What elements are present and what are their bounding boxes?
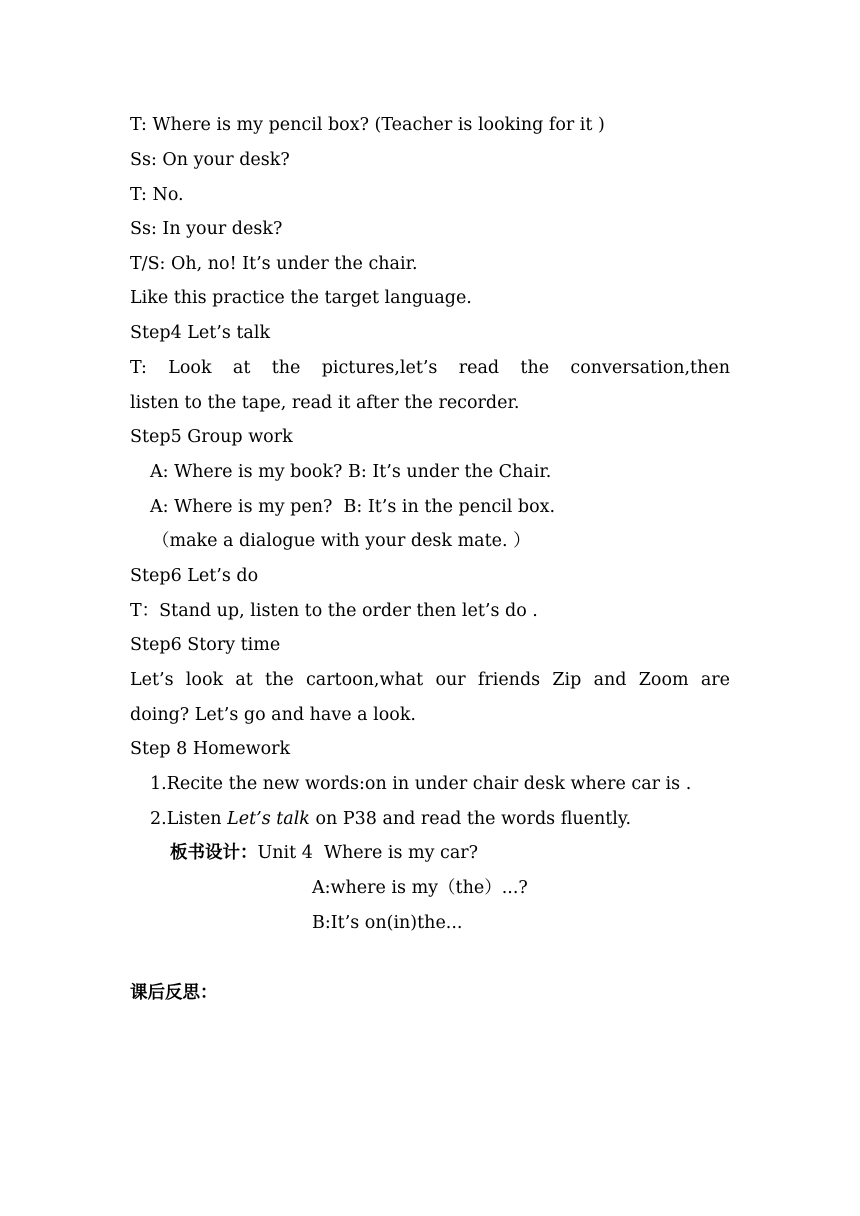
story-time-line-1: Let’s look at the cartoon,what our friends Zip and Zoom are (130, 670, 730, 690)
board-design-title: Unit 4 Where is my car? (257, 843, 479, 863)
step4-heading: Step4 Let’s talk (130, 323, 271, 343)
dialogue-line-teacher-question: T: Where is my pencil box? (Teacher is looking for it ) (130, 115, 605, 135)
practice-note: Like this practice the target language. (130, 288, 472, 308)
step8-homework-heading: Step 8 Homework (130, 739, 291, 759)
homework-item-2 (150, 804, 631, 834)
board-design-question: A:where is my（the）...? (312, 878, 528, 898)
group-work-note: （make a dialogue with your desk mate. ） (152, 531, 531, 551)
board-design-line (170, 838, 478, 868)
step5-heading: Step5 Group work (130, 427, 293, 447)
step4-instruction-line-1: T: Look at the pictures,let’s read the conversation,then (130, 358, 730, 378)
homework-item-2-suffix: on P38 and read the words fluently. (309, 809, 632, 829)
group-work-dialogue-2: A: Where is my pen? B: It’s in the pencil box. (150, 497, 556, 517)
board-design-answer: B:It’s on(in)the... (312, 913, 463, 933)
step6-story-time-heading: Step6 Story time (130, 635, 281, 655)
dialogue-line-answer: T/S: Oh, no! It’s under the chair. (130, 254, 418, 274)
homework-item-1: 1.Recite the new words:on in under chair desk where car is . (150, 774, 692, 794)
story-time-line-2: doing? Let’s go and have a look. (130, 705, 416, 725)
homework-item-2-prefix: 2.Listen (150, 809, 228, 829)
dialogue-line-students-guess-2: Ss: In your desk? (130, 219, 283, 239)
dialogue-line-students-guess-1: Ss: On your desk? (130, 150, 290, 170)
dialogue-line-teacher-no: T: No. (130, 185, 184, 205)
step6-lets-do-heading: Step6 Let’s do (130, 566, 259, 586)
step4-instruction-line-2: listen to the tape, read it after the recorder. (130, 393, 520, 413)
reflection-heading: 课后反思： (130, 983, 218, 1003)
group-work-dialogue-1: A: Where is my book? B: It’s under the Chair. (150, 462, 552, 482)
board-design-label: 板书设计： (170, 843, 258, 863)
homework-item-2-italic: Let’s talk (227, 809, 310, 829)
step6-lets-do-instruction: T：Stand up, listen to the order then let’s do . (130, 601, 538, 621)
